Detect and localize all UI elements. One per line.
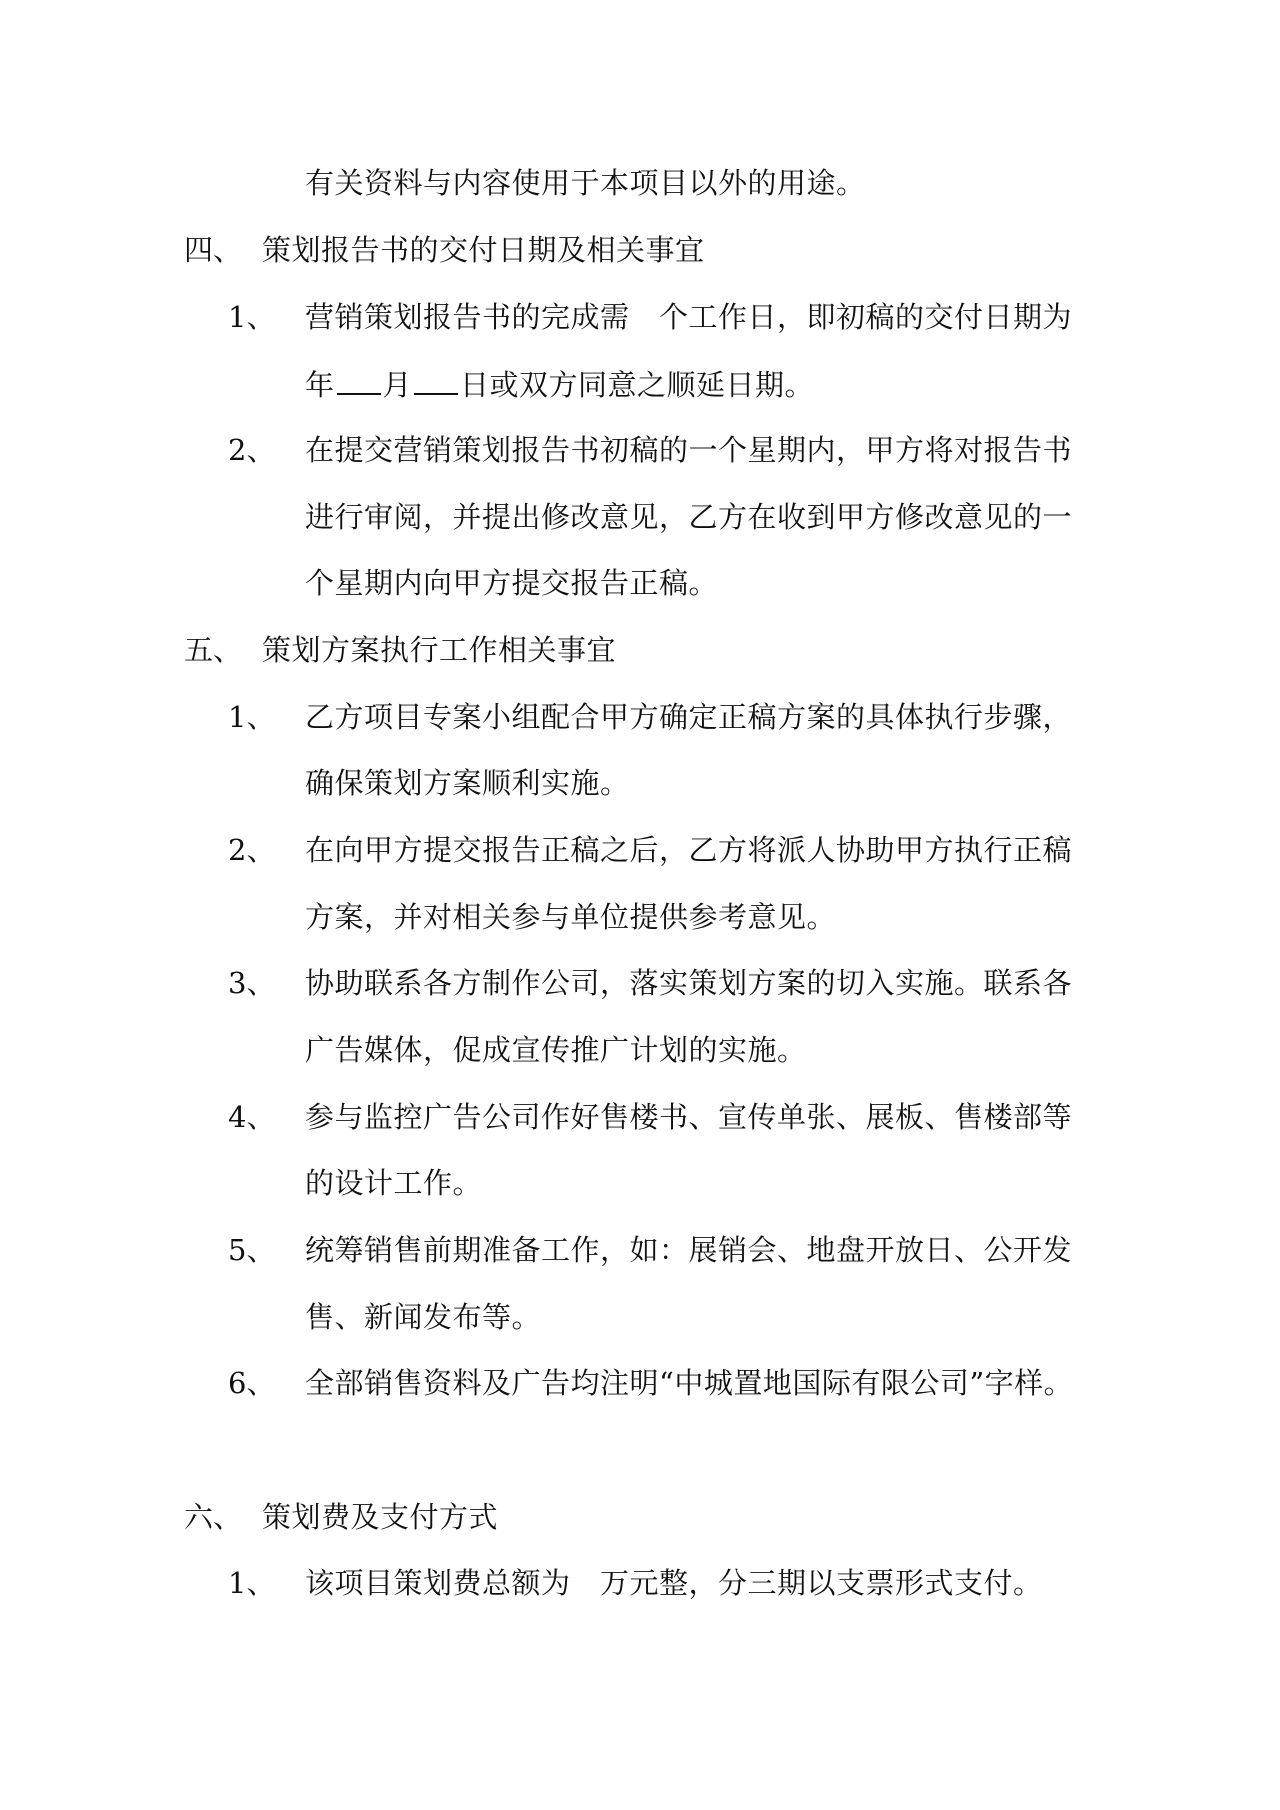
item-text: 售、新闻发布等。 [305,1300,542,1334]
section-number: 五、 [184,633,243,667]
section-heading: 策划报告书的交付日期及相关事宜 [262,233,705,267]
section-heading: 策划方案执行工作相关事宜 [262,633,617,667]
item-number: 5、 [228,1233,276,1267]
month-label: 月 [382,368,413,402]
item-text: 方案，并对相关参与单位提供参考意见。 [305,900,837,934]
item-text: 在向甲方提交报告正稿之后，乙方将派人协助甲方执行正稿 [305,833,1073,867]
item-text: 乙方项目专案小组配合甲方确定正稿方案的具体执行步骤， [305,700,1073,734]
item-text-date-line [305,363,814,405]
item-number: 1、 [228,300,276,334]
item-text: 在提交营销策划报告书初稿的一个星期内，甲方将对报告书 [305,433,1073,467]
item-text: 广告媒体，促成宣传推广计划的实施。 [305,1033,807,1067]
item-text: 进行审阅，并提出修改意见，乙方在收到甲方修改意见的一 [305,500,1073,534]
item-text: 该项目策划费总额为 万元整，分三期以支票形式支付。 [305,1566,1043,1600]
item-number: 1、 [228,1566,276,1600]
item-number: 2、 [228,833,276,867]
section-number: 六、 [184,1500,243,1534]
date-suffix: 日或双方同意之顺延日期。 [460,368,815,402]
item-text: 营销策划报告书的完成需 个工作日，即初稿的交付日期为 [305,300,1073,334]
item-number: 3、 [228,966,276,1000]
item-text: 全部销售资料及广告均注明“中城置地国际有限公司”字样。 [305,1366,1074,1400]
item-number: 4、 [228,1100,276,1134]
item-number: 1、 [228,700,276,734]
item-text: 确保策划方案顺利实施。 [305,766,630,800]
section-heading: 策划费及支付方式 [262,1500,499,1534]
day-blank [414,363,458,395]
intro-line: 有关资料与内容使用于本项目以外的用途。 [305,166,866,200]
year-label: 年 [305,368,335,402]
month-blank [337,363,381,395]
section-number: 四、 [184,233,243,267]
item-text: 参与监控广告公司作好售楼书、宣传单张、展板、售楼部等 [305,1100,1073,1134]
item-text: 的设计工作。 [305,1166,483,1200]
item-text: 协助联系各方制作公司，落实策划方案的切入实施。联系各 [305,966,1073,1000]
item-text: 统筹销售前期准备工作，如：展销会、地盘开放日、公开发 [305,1233,1073,1267]
item-number: 6、 [228,1366,276,1400]
item-text: 个星期内向甲方提交报告正稿。 [305,566,719,600]
item-number: 2、 [228,433,276,467]
